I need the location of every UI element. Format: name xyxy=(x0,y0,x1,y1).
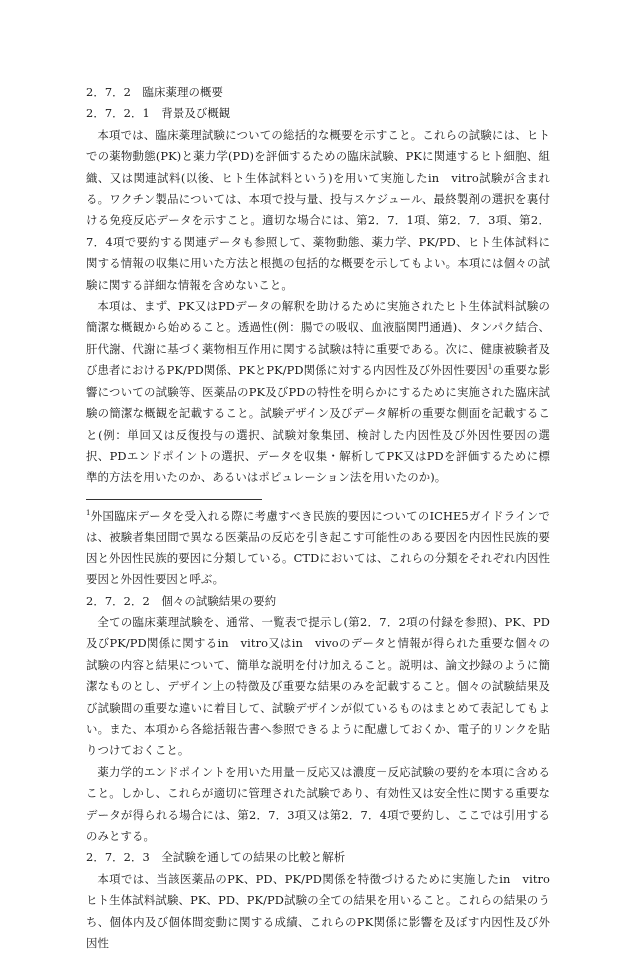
paragraph-background-text-b: の重要な影響についての試験等、医薬品のPK及びPDの特性を明らかにするために実施された臨床試験の簡潔な概観を記載すること。試験デザイン及びデータ解析の重要な側面を記載すること(例：単回又は反復投与の選択、試験対象集団、検討した内因性及び外因性要因の選択、PDエンドポイントの選択、データを収集・解析してPK又はPDを評価するために標準的方法を用いたのか、あるいはポピュレーション法を用いたのか)。 xyxy=(86,363,550,485)
footnote-text: 外国臨床データを受入れる際に考慮すべき民族的要因についてのICHE5ガイドラインでは、被験者集団間で異なる医薬品の反応を引き起こす可能性のある要因を内因性民族的要因と外因性民族的要因に分類している。CTDにおいては、これらの分類をそれぞれ内因性要因と外因性要因と呼ぶ。 xyxy=(86,508,550,587)
footnote-mark: 1 xyxy=(86,508,91,517)
paragraph-dose-response: 薬力学的エンドポイントを用いた用量－反応又は濃度－反応試験の要約を本項に含めること。しかし、これらが適切に管理された試験であり、有効性又は安全性に関する重要なデータが得られる場合には、第2．7．3項又は第2．7．4項で要約し、ここでは引用するのみとする。 xyxy=(86,764,550,843)
subsection-heading-2-7-2-3: 2．7．2．3 全試験を通しての結果の比較と解析 xyxy=(86,850,346,865)
section-heading-2-7-2: 2．7．2 臨床薬理の概要 xyxy=(86,85,223,99)
paragraph-background xyxy=(86,296,550,489)
paragraph-individual-studies: 全ての臨床薬理試験を、通常、一覧表で提示し(第2．7．2項の付録を参照)、PK、PD及びPK/PD関係に関するin vitro又はin vivoのデータと情報が得られた重要な個々の試験の内容と結果について、簡単な説明を付け加えること。説明は、論文抄録のように簡潔なものとし、デザイン上の特徴及び重要な結果のみを記載すること。個々の試験結果及び試験間の重要な違いに着目して、試験デザインが似ているものはまとめて表記してもよい。また、本項から各総括報告書へ参照できるように配慮しておくか、電子的リンクを貼りつけておくこと。 xyxy=(86,614,550,758)
subsection-heading-2-7-2-1: 2．7．2．1 背景及び概観 xyxy=(86,106,231,121)
paragraph-background-text-a: 本項は、まず、PK又はPDデータの解釈を助けるために実施されたヒト生体試料試験の簡潔な概観から始めること。透過性(例：腸での吸収、血液脳関門通過)、タンパク結合、肝代謝、代謝に基づく薬物相互作用に関する試験は特に重要である。次に、健康被験者及び患者におけるPK/PD関係、PKとPK/PD関係に対する内因性及び外因性要因 xyxy=(86,299,550,378)
footnote-reference: 1 xyxy=(487,363,493,372)
footnote-separator xyxy=(86,499,262,500)
paragraph-overview: 本項では、臨床薬理試験についての総括的な概要を示すこと。これらの試験には、ヒトでの薬物動態(PK)と薬力学(PD)を評価するための臨床試験、PKに関連するヒト細胞、組織、又は関連試料(以後、ヒト生体試料という)を用いて実施したin vitro試験が含まれる。ワクチン製品については、本項で投与量、投与スケジュール、最終製剤の選択を裏付ける免疫反応データを示すこと。適切な場合には、第2．7．1項、第2．7．3項、第2．7．4項で要約する関連データも参照して、薬物動態、薬力学、PK/PD、ヒト生体試料に関する情報の収集に用いた方法と根拠の包括的な概要を示してもよい。本項には個々の試験に関する詳細な情報を含めないこと。 xyxy=(86,127,550,292)
document-body xyxy=(86,82,550,954)
paragraph-comparison: 本項では、当該医薬品のPK、PD、PK/PD関係を特徴づけるために実施したin vitroヒト生体試料試験、PK、PD、PK/PD試験の全ての結果を用いること。これらの結果のうち、個体内及び個体間変動に関する成績、これらのPK関係に影響を及ぼす内因性及び外因性 xyxy=(86,871,550,951)
footnote xyxy=(86,506,550,591)
subsection-heading-2-7-2-2: 2．7．2．2 個々の試験結果の要約 xyxy=(86,593,277,608)
